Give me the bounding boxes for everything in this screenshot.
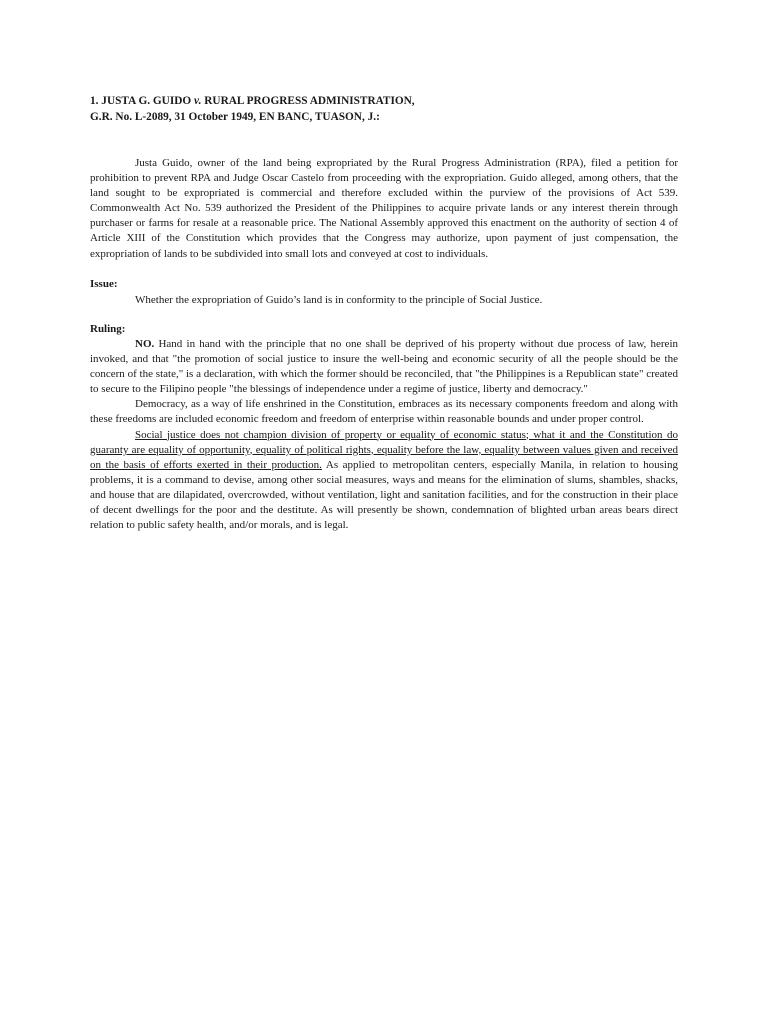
case-title-versus: v. [194, 95, 202, 107]
ruling-heading: Ruling: [90, 322, 126, 335]
case-title [90, 93, 678, 125]
ruling-paragraph-3-text: As applied to metropolitan centers, especially Manila, in relation to housing problems, it is a command to devise, among other social measures, ways and means for the elimination of slums, shambles, shacks, and house that are dilapidated, overcrowded, without ventilation, light and sanitation facilities, and for the construction in their place of decent dwellings for the poor and the destitute. As will presently be shown, condemnation of blighted urban areas bears direct relation to public safety health, and/or morals, and is legal. [90, 458, 678, 532]
ruling-paragraph-3 [90, 428, 678, 534]
ruling-paragraph-2: Democracy, as a way of life enshrined in the Constitution, embraces as its necessary components freedom and along with these freedoms are included economic freedom and freedom of enterprise within reasonable bounds and under proper control. [90, 398, 678, 426]
facts-paragraph: Justa Guido, owner of the land being expropriated by the Rural Progress Administration (RPA), filed a petition for prohibition to prevent RPA and Judge Oscar Castelo from proceeding with the expropriation. Guido alleged, among others, that the land sought to be expropriated is commercial and therefore excluded within the purview of the provisions of Act 539. Commonwealth Act No. 539 authorized the President of the Philippines to acquire private lands or any interest therein through purchaser or farms for resale at a reasonable price. The National Assembly approved this enactment on the authority of section 4 of Article XIII of the Constitution which provides that the Congress may authorize, upon payment of just compensation, the expropriation of lands to be subdivided into small lots and conveyed at cost to individuals. [90, 157, 678, 260]
document-page [90, 93, 678, 533]
underlined-holding: Social justice does not champion division of property or equality of economic status; what it and the Constitution do guaranty are equality of opportunity, equality of political rights, equality before the law, equality between values given and received on the basis of efforts exerted in their production. [90, 428, 678, 471]
ruling-paragraph-1 [90, 337, 678, 397]
ruling-paragraph-1-text: Hand in hand with the principle that no one shall be deprived of his property without due process of law, herein invoked, and that "the promotion of social justice to insure the well-being and economic security of all the people should be the concern of the state," is a declaration, with which the former should be reconciled, that "the Philippines is a Republican state" created to secure to the Filipino people "the blessings of independence under a regime of justice, liberty and democracy." [90, 337, 678, 396]
issue-text: Whether the expropriation of Guido’s land is in conformity to the principle of Social Justice. [135, 293, 543, 306]
issue-heading: Issue: [90, 277, 118, 290]
case-title-prefix: 1. JUSTA G. GUIDO [90, 95, 194, 107]
case-title-suffix: RURAL PROGRESS ADMINISTRATION, [201, 95, 415, 107]
ruling-answer: NO. [135, 337, 155, 350]
case-citation: G.R. No. L-2089, 31 October 1949, EN BANC, TUASON, J.: [90, 111, 380, 123]
